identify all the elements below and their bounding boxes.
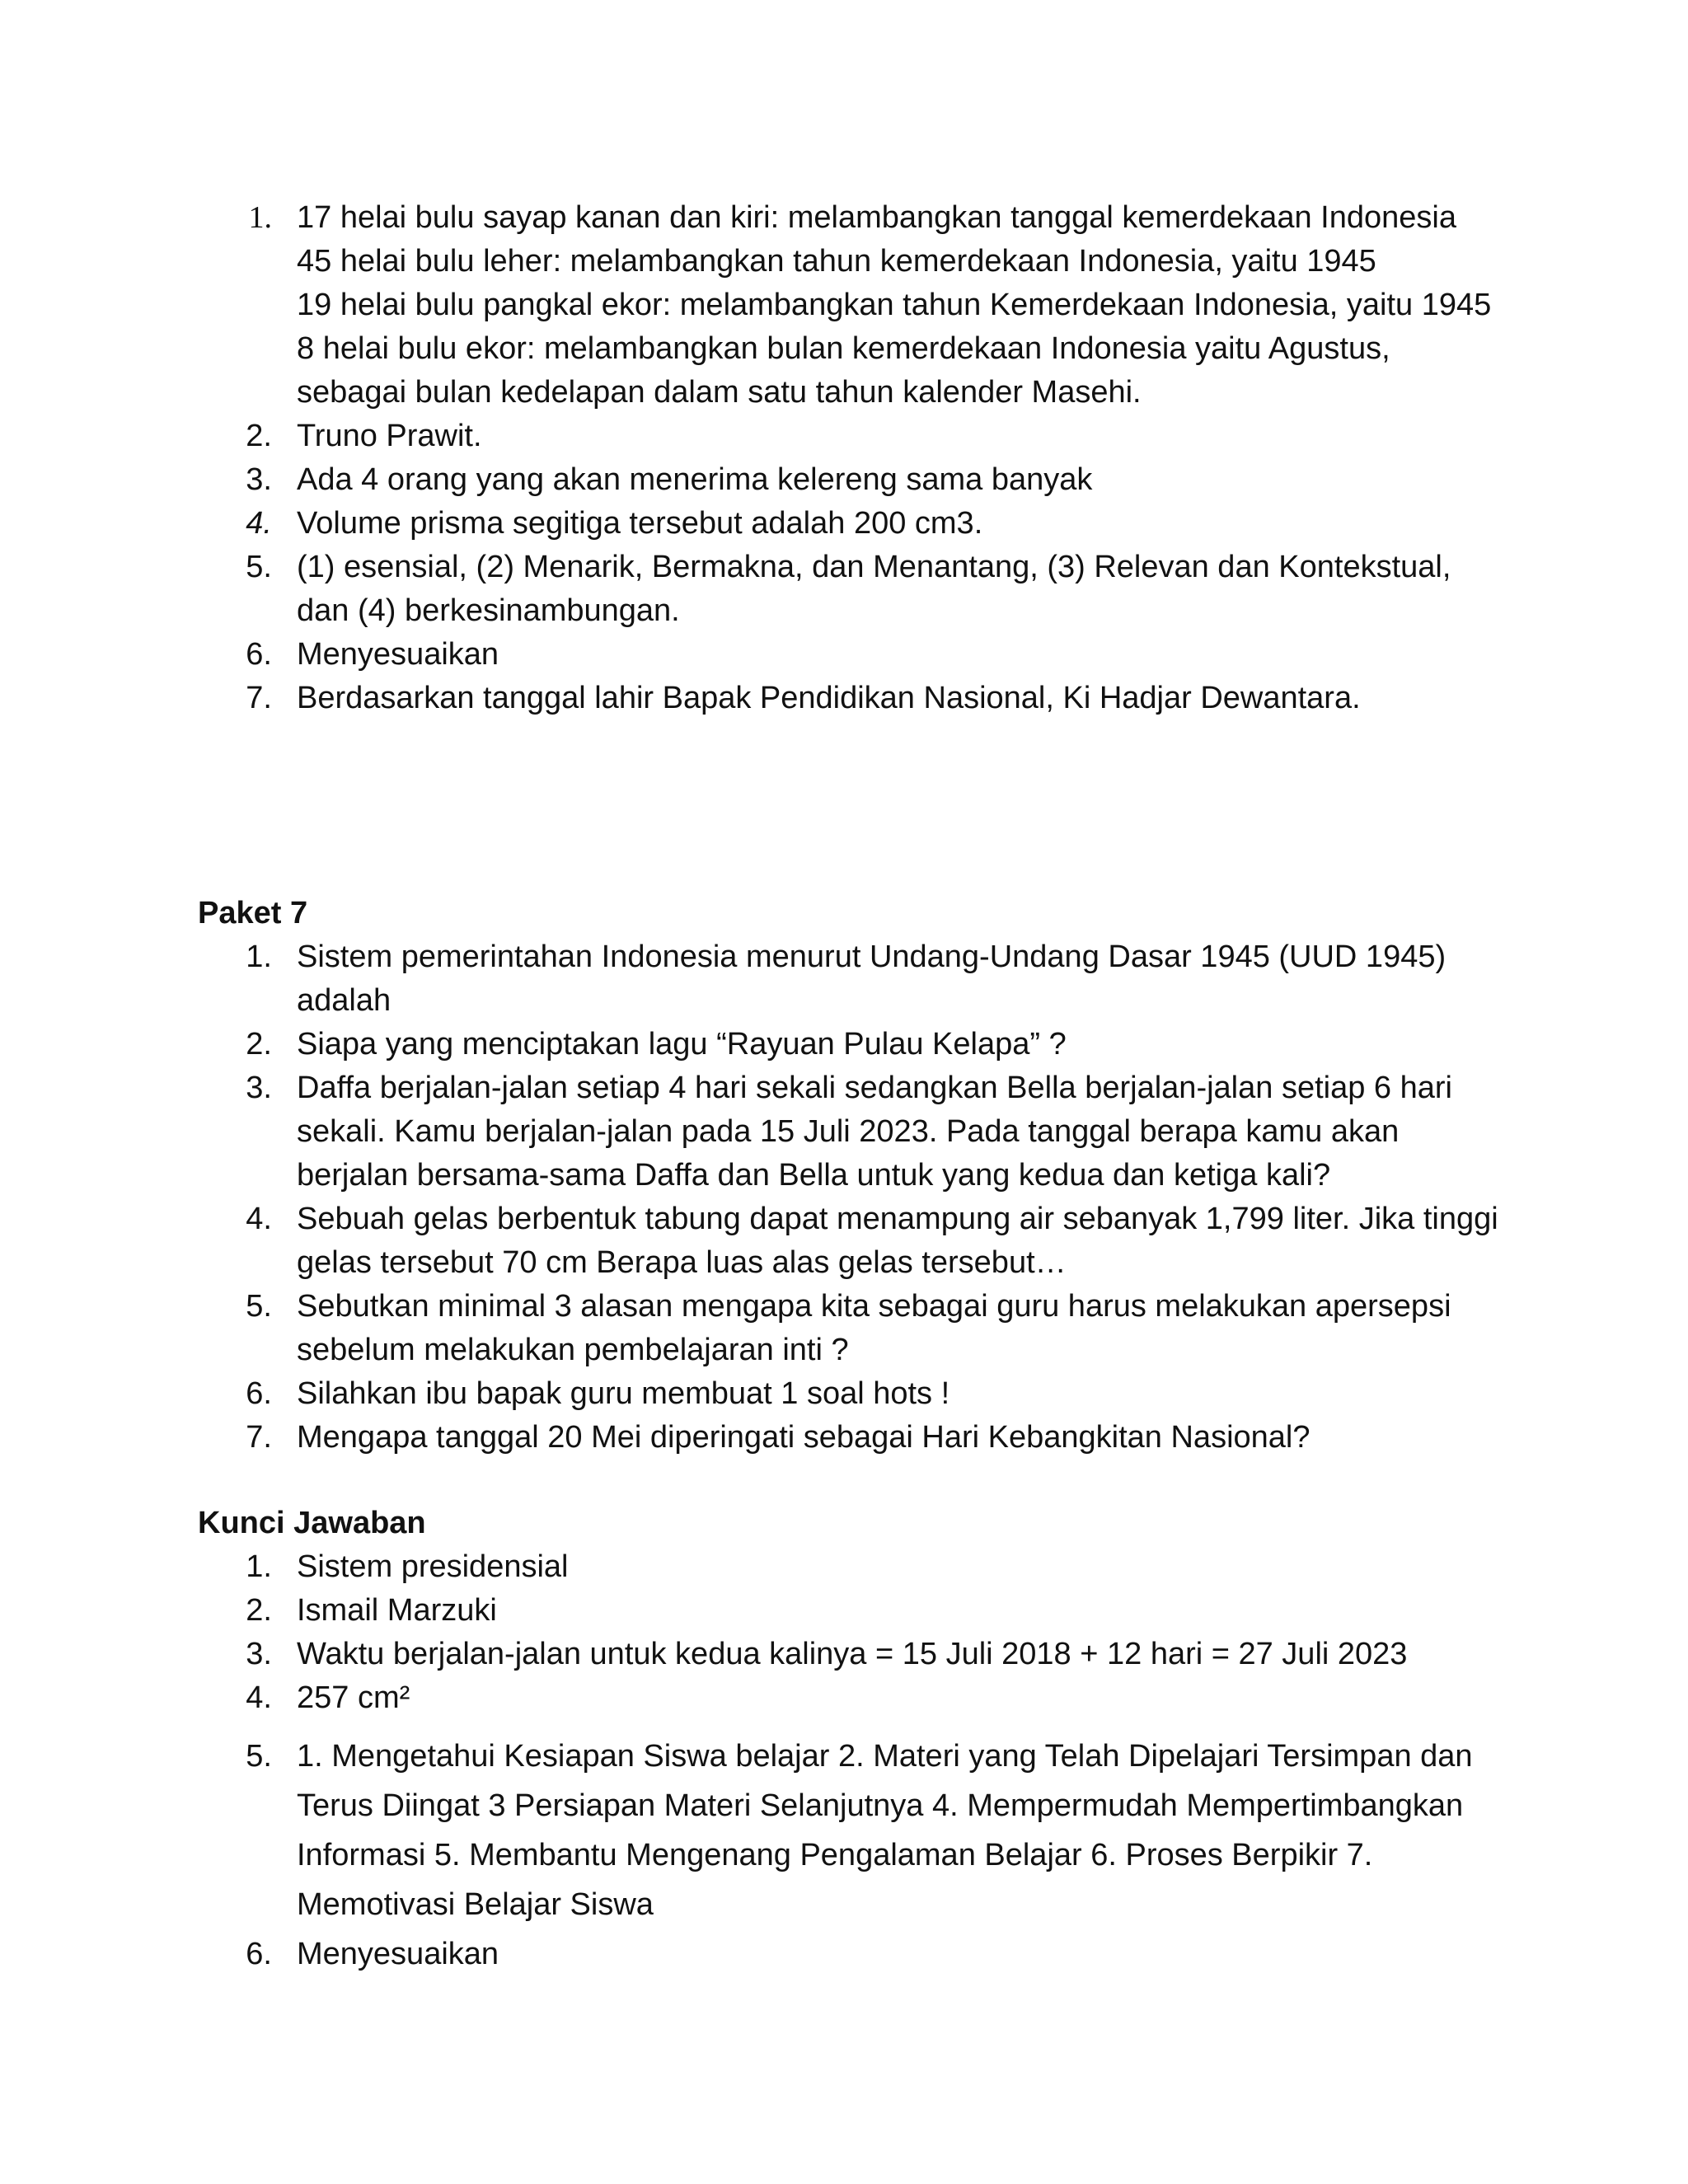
list-item-text: Sistem presidensial bbox=[297, 1549, 569, 1584]
list-item-text: Volume prisma segitiga tersebut adalah 200 cm3. bbox=[297, 506, 983, 541]
list-item-text: Ismail Marzuki bbox=[297, 1593, 497, 1628]
list-item-line: 19 helai bulu pangkal ekor: melambangkan tahun Kemerdekaan Indonesia, yaitu 1945 bbox=[297, 288, 1492, 322]
list-item-number: 4. bbox=[246, 1680, 272, 1715]
list-item bbox=[198, 1589, 1500, 1633]
list-item-line: 45 helai bulu leher: melambangkan tahun kemerdekaan Indonesia, yaitu 1945 bbox=[297, 244, 1376, 279]
list-item-text: Silahkan ibu bapak guru membuat 1 soal hots ! bbox=[297, 1376, 950, 1411]
list-item bbox=[198, 415, 1500, 458]
list-item bbox=[198, 458, 1500, 502]
list-item-text: (1) esensial, (2) Menarik, Bermakna, dan Menantang, (3) Relevan dan Kontekstual, dan (4) berkesinambungan. bbox=[297, 550, 1451, 628]
list-item bbox=[198, 1023, 1500, 1066]
list-item bbox=[198, 1066, 1500, 1197]
list-item-text: Ada 4 orang yang akan menerima kelereng sama banyak bbox=[297, 462, 1093, 497]
list-item-line: 17 helai bulu sayap kanan dan kiri: melambangkan tanggal kemerdekaan Indonesia bbox=[297, 200, 1456, 235]
kunci-answer-list bbox=[198, 1545, 1500, 1976]
paket7-question-list bbox=[198, 935, 1500, 1460]
list-item bbox=[198, 1545, 1500, 1589]
list-item-text: Daffa berjalan-jalan setiap 4 hari sekali sedangkan Bella berjalan-jalan setiap 6 hari sekali. Kamu berjalan-jalan pada 15 Juli 2023. Pada tanggal berapa kamu akan berjalan bersama-sama Daffa dan Bella untuk yang kedua dan ketiga kali? bbox=[297, 1071, 1452, 1193]
list-item bbox=[198, 1416, 1500, 1460]
list-item-text: Berdasarkan tanggal lahir Bapak Pendidikan Nasional, Ki Hadjar Dewantara. bbox=[297, 681, 1361, 715]
list-item-number: 7. bbox=[246, 681, 272, 715]
list-item-text: Sebutkan minimal 3 alasan mengapa kita sebagai guru harus melakukan apersepsi sebelum melakukan pembelajaran inti ? bbox=[297, 1289, 1451, 1367]
list-item bbox=[198, 502, 1500, 546]
list-item-line: 8 helai bulu ekor: melambangkan bulan kemerdekaan Indonesia yaitu Agustus, sebagai bulan kedelapan dalam satu tahun kalender Masehi. bbox=[297, 331, 1390, 410]
list-item-text: 1. Mengetahui Kesiapan Siswa belajar 2. Materi yang Telah Dipelajari Tersimpan dan Terus Diingat 3 Persiapan Materi Selanjutnya 4. Mempermudah Mempertimbangkan Informasi 5. Membantu Mengenang Pengalaman Belajar 6. Proses Berpikir 7. Memotivasi Belajar Siswa bbox=[297, 1739, 1473, 1922]
list-item-number: 4. bbox=[246, 1202, 272, 1236]
list-item-number: 5. bbox=[246, 1739, 272, 1774]
kunci-jawaban-section bbox=[198, 1502, 1500, 1976]
list-item-number: 5. bbox=[246, 1289, 272, 1324]
section-heading: Kunci Jawaban bbox=[198, 1506, 426, 1540]
list-item-number: 6. bbox=[246, 637, 272, 672]
answers-previous-list bbox=[198, 196, 1500, 720]
list-item-text: Mengapa tanggal 20 Mei diperingati sebagai Hari Kebangkitan Nasional? bbox=[297, 1420, 1311, 1455]
list-item-text: Sistem pemerintahan Indonesia menurut Undang-Undang Dasar 1945 (UUD 1945) adalah bbox=[297, 940, 1447, 1018]
list-item bbox=[198, 935, 1500, 1023]
list-item bbox=[198, 196, 1500, 415]
list-item bbox=[198, 633, 1500, 677]
list-item bbox=[198, 1676, 1500, 1720]
list-item-number: 4. bbox=[246, 506, 272, 541]
list-item bbox=[198, 546, 1500, 633]
list-item bbox=[198, 1633, 1500, 1676]
list-item-number: 2. bbox=[246, 1593, 272, 1628]
list-item-number: 6. bbox=[246, 1937, 272, 1971]
list-item bbox=[198, 1372, 1500, 1416]
list-item-text: Menyesuaikan bbox=[297, 1937, 499, 1971]
paket7-section bbox=[198, 892, 1500, 1460]
list-item bbox=[198, 1285, 1500, 1372]
list-item bbox=[198, 1197, 1500, 1285]
list-item-number: 1. bbox=[246, 940, 272, 974]
list-item bbox=[198, 1732, 1500, 1929]
section-heading: Paket 7 bbox=[198, 896, 308, 930]
list-item bbox=[198, 677, 1500, 720]
list-item-number: 2. bbox=[246, 419, 272, 453]
list-item-number: 2. bbox=[246, 1027, 272, 1062]
list-item-number: 1. bbox=[248, 200, 272, 235]
list-item-text: Truno Prawit. bbox=[297, 419, 482, 453]
list-item-number: 3. bbox=[246, 462, 272, 497]
list-item-number: 3. bbox=[246, 1071, 272, 1105]
list-item-number: 5. bbox=[246, 550, 272, 584]
answers-previous-section bbox=[198, 196, 1500, 720]
list-item-text: Menyesuaikan bbox=[297, 637, 499, 672]
list-item bbox=[198, 1933, 1500, 1976]
list-item-number: 1. bbox=[246, 1549, 272, 1584]
list-item-number: 7. bbox=[246, 1420, 272, 1455]
list-item-text: 257 cm² bbox=[297, 1680, 410, 1715]
list-item-number: 3. bbox=[246, 1637, 272, 1671]
list-item-text: Waktu berjalan-jalan untuk kedua kalinya = 15 Juli 2018 + 12 hari = 27 Juli 2023 bbox=[297, 1637, 1408, 1671]
list-item-text: Sebuah gelas berbentuk tabung dapat menampung air sebanyak 1,799 liter. Jika tinggi gelas tersebut 70 cm Berapa luas alas gelas tersebut… bbox=[297, 1202, 1498, 1280]
list-item-text: Siapa yang menciptakan lagu “Rayuan Pulau Kelapa” ? bbox=[297, 1027, 1067, 1062]
list-item-number: 6. bbox=[246, 1376, 272, 1411]
